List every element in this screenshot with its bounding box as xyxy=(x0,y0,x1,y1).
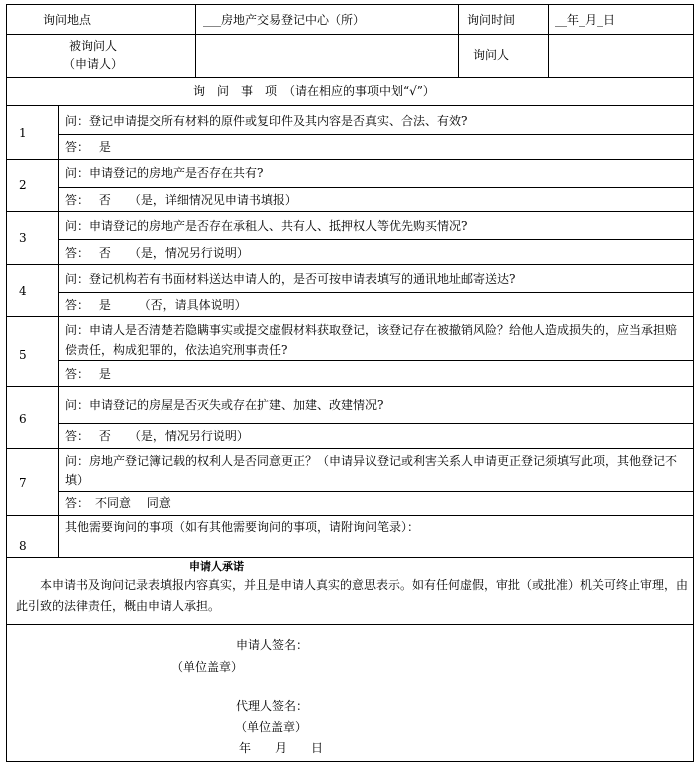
section-title: 询 问 事 项 （请在相应的事项中划“√”） xyxy=(193,84,435,98)
time-label: 询问时间 xyxy=(467,13,516,27)
item-question: 问：房地产登记簿记载的权利人是否同意更正？（申请异议登记或利害关系人申请更正登记须填写此项，其他登记不填） xyxy=(65,454,678,487)
rule xyxy=(58,134,693,135)
rule xyxy=(7,105,693,106)
rule xyxy=(195,5,196,77)
rule xyxy=(7,624,693,625)
rule xyxy=(458,5,459,77)
item-question: 问：申请登记的房屋是否灭失或存在扩建、加建、改建情况? xyxy=(65,398,384,412)
item-question: 问：登记申请提交所有材料的原件或复印件及其内容是否真实、合法、有效? xyxy=(65,114,468,128)
item-number: 2 xyxy=(19,178,27,192)
rule xyxy=(7,557,693,558)
item-question: 问：登记机构若有书面材料送达申请人的，是否可按申请表填写的通讯地址邮寄送达? xyxy=(65,272,516,286)
rule xyxy=(58,239,693,240)
agent-seal-label: （单位盖章） xyxy=(235,720,308,734)
rule xyxy=(58,292,693,293)
item-answer: 答： 是 （否，请具体说明） xyxy=(65,298,247,312)
time-value: __年_月_日 xyxy=(555,13,616,27)
item-number: 6 xyxy=(19,412,27,426)
item-answer: 答： 不同意 同意 xyxy=(65,496,171,510)
item-number: 1 xyxy=(19,126,27,140)
rule xyxy=(7,159,693,160)
inquirer-label: 询问人 xyxy=(473,48,510,62)
rule xyxy=(7,448,693,449)
rule xyxy=(58,187,693,188)
location-label: 询问地点 xyxy=(43,13,92,27)
commitment-body: 本申请书及询问记录表填报内容真实，并且是申请人真实的意思表示。如有任何虚假，审批（或批准）机关可终止审理，由此引致的法律责任，概由申请人承担。 xyxy=(16,578,689,613)
applicant-label: （申请人） xyxy=(63,57,124,71)
rule xyxy=(548,5,549,77)
item-answer: 答： 否 （是，情况另行说明） xyxy=(65,246,249,260)
agent-signature-label: 代理人签名： xyxy=(236,699,309,713)
rule xyxy=(7,211,693,212)
item-number: 4 xyxy=(19,284,27,298)
rule xyxy=(7,316,693,317)
rule xyxy=(58,105,59,557)
item-question: 问：申请人是否清楚若隐瞒事实或提交虚假材料获取登记，该登记存在被撤销风险？给他人造成损失的，应当承担赔偿责任，构成犯罪的，依法追究刑事责任? xyxy=(65,323,678,357)
inquiry-record-form xyxy=(6,4,694,762)
item-number: 8 xyxy=(19,539,27,553)
rule xyxy=(58,423,693,424)
item-number: 5 xyxy=(19,348,27,362)
rule xyxy=(7,264,693,265)
applicant-signature-label: 申请人签名： xyxy=(236,638,309,652)
applicant-seal-label: （单位盖章） xyxy=(171,660,244,674)
item-question: 问：申请登记的房地产是否存在共有? xyxy=(65,166,264,180)
item-answer: 答： 否 （是，详细情况见申请书填报） xyxy=(65,193,297,207)
item-number: 3 xyxy=(19,231,27,245)
rule xyxy=(7,77,693,78)
rule xyxy=(58,360,693,361)
item-answer: 答： 否 （是，情况另行说明） xyxy=(65,429,249,443)
item-question: 问：申请登记的房地产是否存在承租人、共有人、抵押权人等优先购买情况? xyxy=(65,219,468,233)
rule xyxy=(7,386,693,387)
item-answer: 答： 是 xyxy=(65,140,111,154)
location-value: ___房地产交易登记中心（所） xyxy=(203,13,366,27)
inquired-person-label: 被询问人 xyxy=(69,39,118,53)
item-question: 其他需要询问的事项（如有其他需要询问的事项，请附询问笔录）： xyxy=(65,520,420,534)
commitment-title: 申请人承诺 xyxy=(189,560,244,573)
item-number: 7 xyxy=(19,476,27,490)
rule xyxy=(7,515,693,516)
item-answer: 答： 是 xyxy=(65,367,111,381)
rule xyxy=(58,491,693,492)
rule xyxy=(7,34,693,35)
signature-date: 年 月 日 xyxy=(239,741,324,755)
